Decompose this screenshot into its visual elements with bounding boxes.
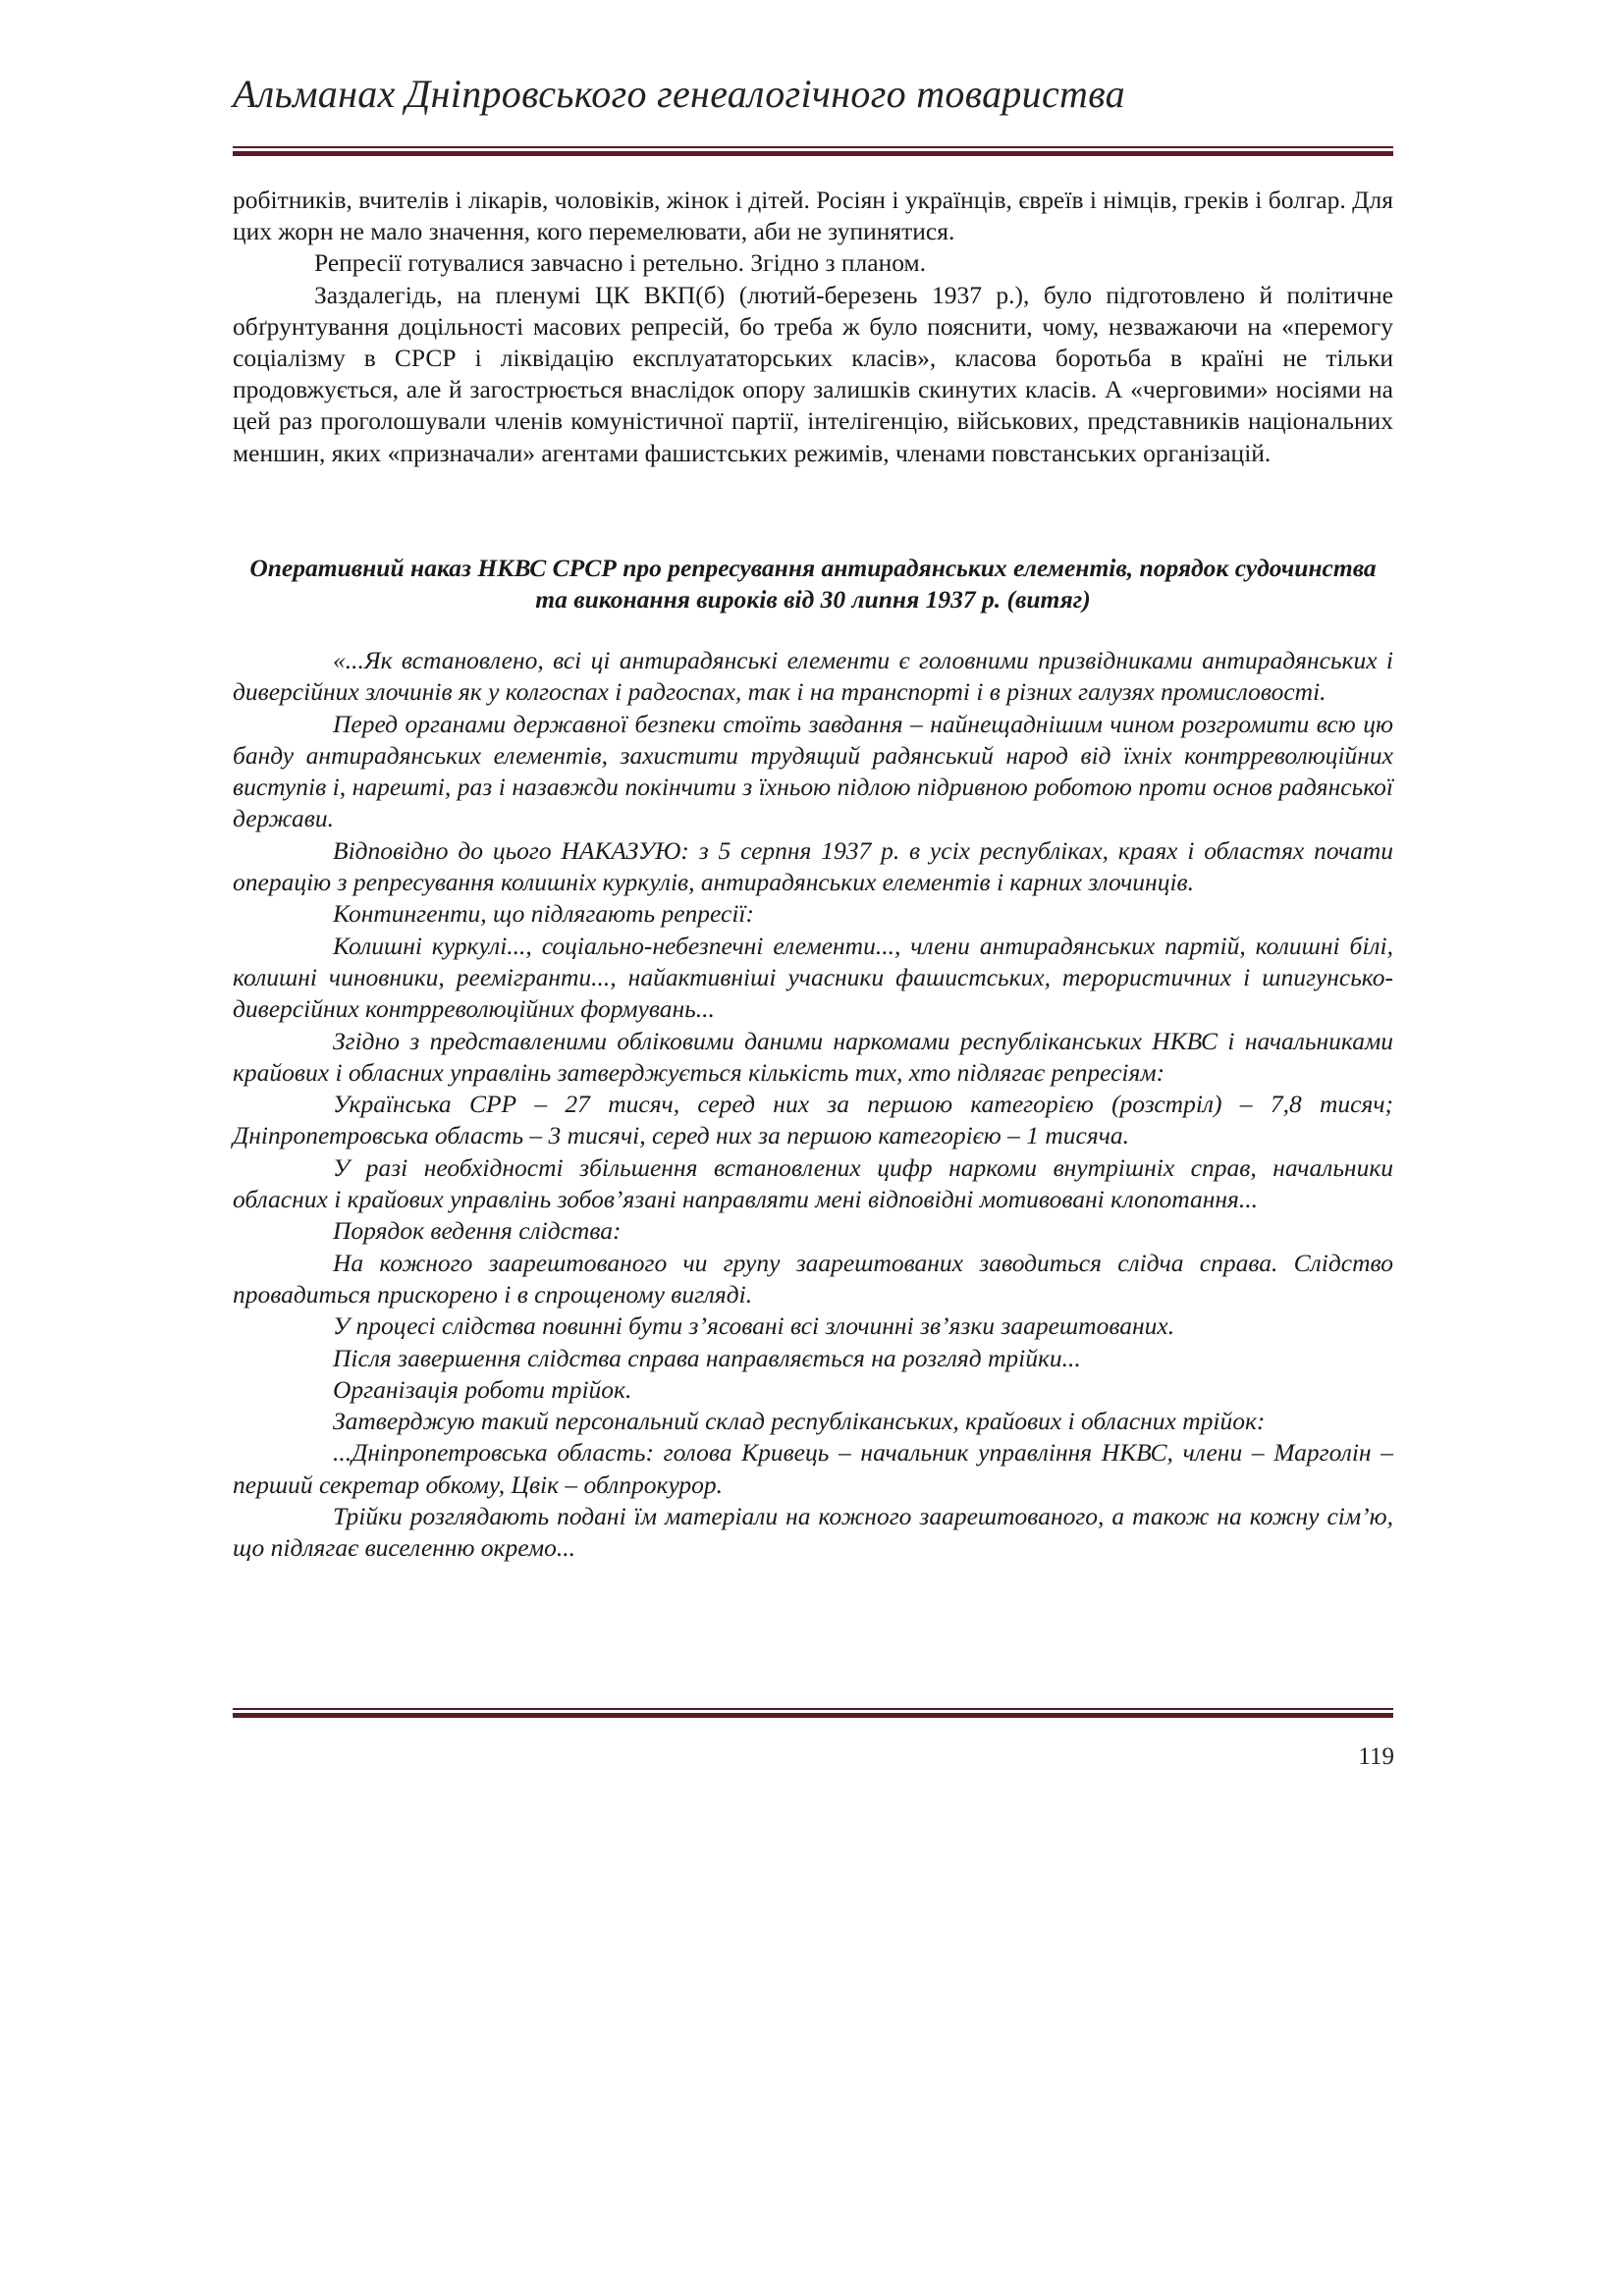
quote-paragraph: Контингенти, що підлягають репресії: (333, 899, 755, 929)
section-heading: Оперативний наказ НКВС СРСР про репресування антирадянських елементів, порядок судочинства та виконання вироків від 30 липня 1937 р. (витяг) (249, 554, 1377, 614)
intro-text (233, 185, 1393, 469)
intro-paragraph: Репресії готувалися завчасно і ретельно. Згідно з планом. (314, 248, 927, 278)
quote-paragraph: Організація роботи трійок. (333, 1374, 632, 1404)
quote-paragraph: У разі необхідності збільшення встановлених цифр наркоми внутрішніх справ, начальники обласних і крайових управлінь зобов’язані направляти мені відповідні мотивовані клопотання... (233, 1152, 1393, 1214)
quote-paragraph: У процесі слідства повинні бути з’ясовані всі злочинні зв’язки заарештованих. (333, 1311, 1175, 1341)
footer-rule-thick-line (233, 1713, 1393, 1718)
intro-paragraph: робітників, вчителів і лікарів, чоловіків, жінок і дітей. Росіян і українців, євреїв і німців, греків і болгар. Для цих жорн не мало значення, кого перемелювати, аби не зупинятися. (233, 186, 1393, 246)
quote-paragraph: «...Як встановлено, всі ці антирадянські елементи є головними призвідниками антирадянських і диверсійних злочинів як у колгоспах і радгоспах, так і на транспорті і в різних галузях промисловості. (233, 646, 1393, 707)
header-rule-thick-line (233, 151, 1393, 156)
quote-paragraph: Після завершення слідства справа направляється на розгляд трійки... (333, 1343, 1081, 1372)
footer-rule (233, 1708, 1393, 1718)
running-header-title: Альманах Дніпровського генеалогічного товариства (233, 72, 1125, 116)
quote-paragraph: Порядок ведення слідства: (333, 1216, 622, 1246)
intro-paragraph: Заздалегідь, на пленумі ЦК ВКП(б) (лютий-березень 1937 р.), було підготовлено й політичне обґрунтування доцільності масових репресій, бо треба ж було пояснити, чому, незважаючи на «перемогу соціалізму в СРСР і ліквідацію експлуататорських класів», класова боротьба в країні не тільки продовжується, але й загострюється внаслідок опору залишків скинутих класів. А «черговими» носіями на цей раз проголошували членів комуністичної партії, інтелігенцію, військових, представників національних меншин, яких «призначали» агентами фашистських режимів, членами повстанських організацій. (233, 280, 1393, 467)
quote-paragraph: Трійки розглядають подані їм матеріали на кожного заарештованого, а також на кожну сім’ю, що підлягає виселенню окремо... (233, 1502, 1393, 1563)
quote-paragraph: На кожного заарештованого чи групу заарештованих заводиться слідча справа. Слідство провадиться прискорено і в спрощеному вигляді. (233, 1248, 1393, 1308)
quote-paragraph: Українська СРР – 27 тисяч, серед них за першою категорією (розстріл) – 7,8 тисяч; Дніпропетровська область – 3 тисячі, серед них за першою категорією – 1 тисяча. (233, 1090, 1393, 1150)
quote-paragraph: Затверджую такий персональний склад республіканських, крайових і обласних трійок: (333, 1407, 1266, 1436)
quote-paragraph: Перед органами державної безпеки стоїть завдання – найнещаднішим чином розгромити всю цю банду антирадянських елементів, захистити трудящий радянський народ від їхніх контрреволюційних виступів і, нарешті, раз і назавжди покінчити з їхньою підлою підривною роботою проти основ радянської держави. (233, 709, 1393, 833)
quote-paragraph: Колишні куркулі..., соціально-небезпечні елементи..., члени антирадянських партій, колишні білі, колишні чиновники, реемігранти..., найактивніші учасники фашистських, терористичних і шпигунсько-диверсійних контрреволюційних формувань... (233, 931, 1393, 1024)
page-number: 119 (1358, 1743, 1394, 1770)
quote-paragraph: Відповідно до цього НАКАЗУЮ: з 5 серпня 1937 р. в усіх республіках, краях і областях почати операцію з репресування колишніх куркулів, антирадянських елементів і карних злочинців. (233, 835, 1393, 897)
order-excerpt (233, 645, 1393, 1565)
quote-paragraph: Згідно з представленими обліковими даними наркомами республіканських НКВС і начальниками крайових і обласних управлінь затверджується кількість тих, хто підлягає репресіям: (233, 1026, 1393, 1087)
header-rule (233, 146, 1393, 156)
quote-paragraph: ...Дніпропетровська область: голова Кривець – начальник управління НКВС, члени – Марголін – перший секретар обкому, Цвік – облпрокурор. (233, 1438, 1393, 1499)
